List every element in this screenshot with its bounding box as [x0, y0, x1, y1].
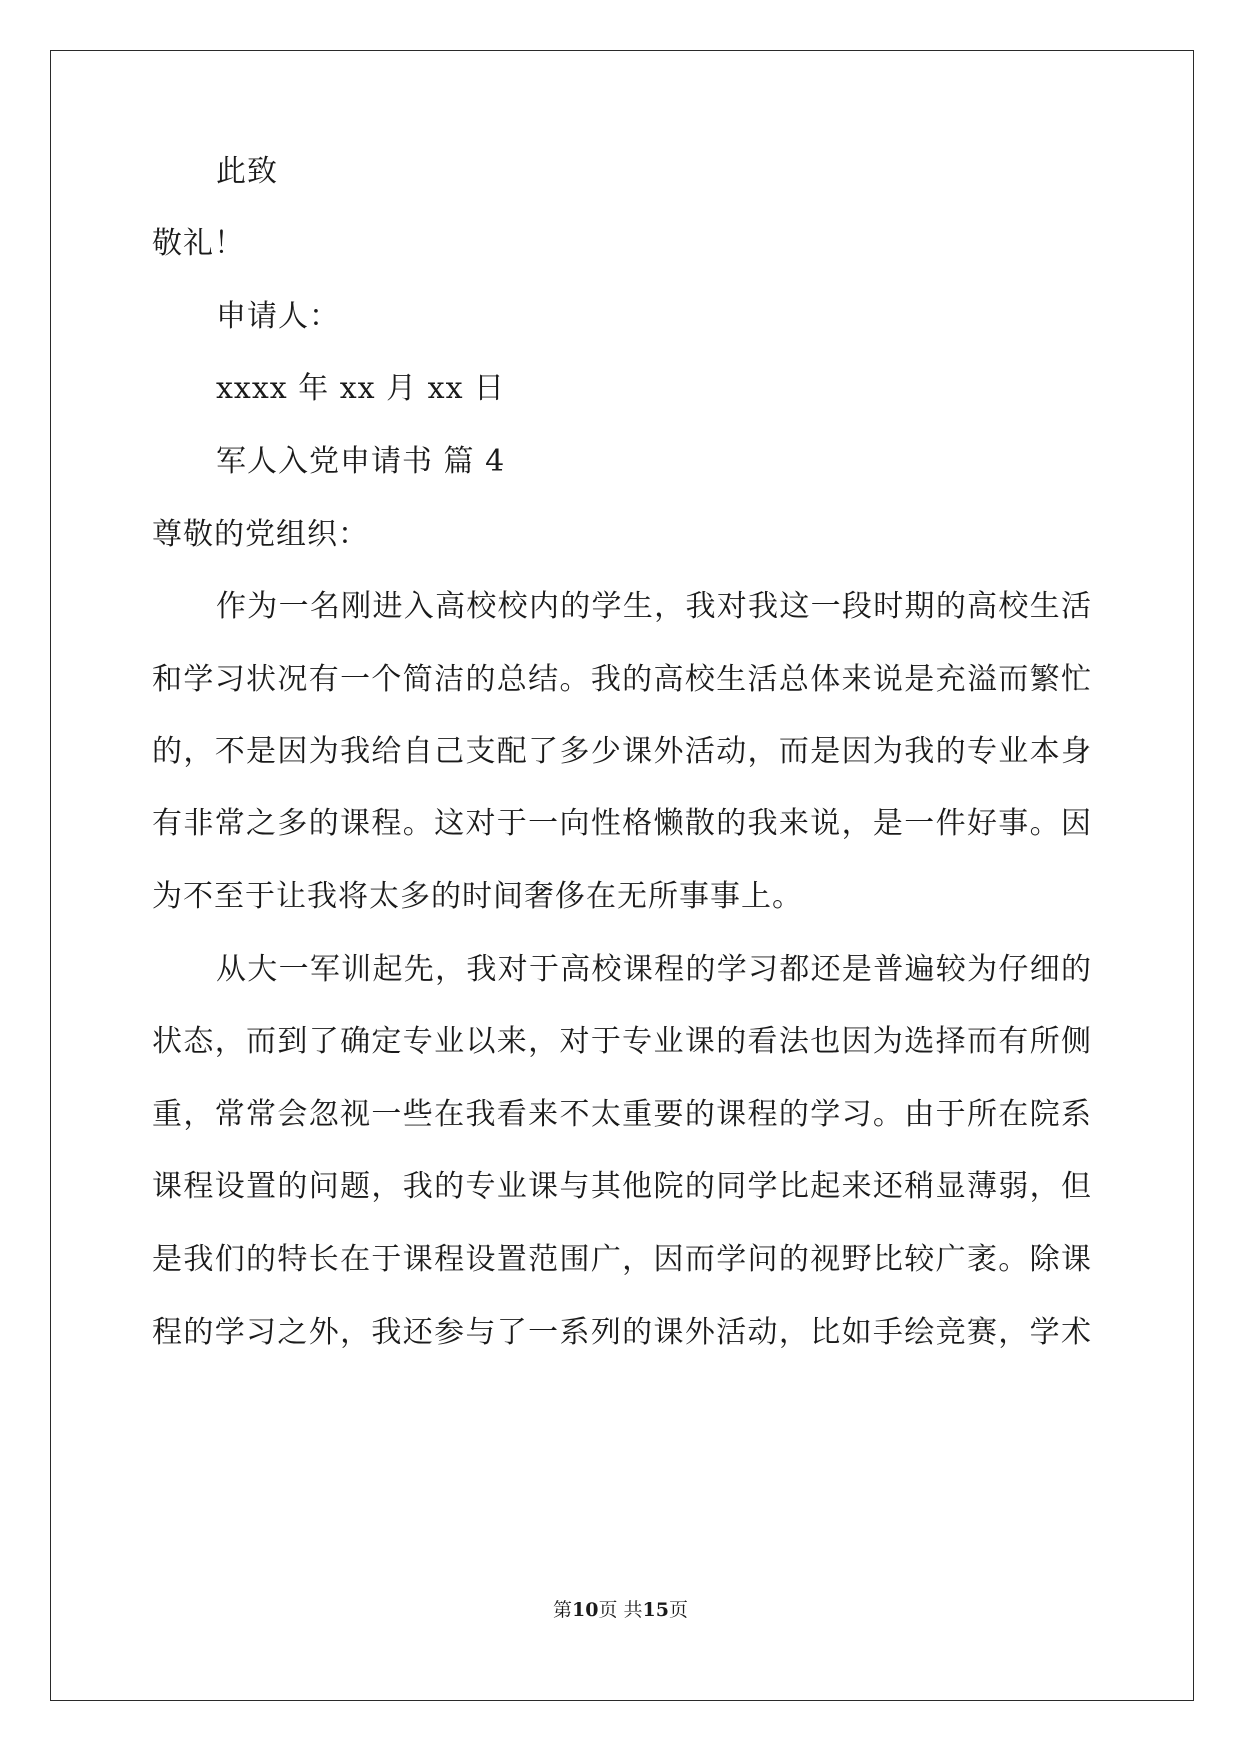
- paragraph-line: 是我们的特长在于课程设置范围广，因而学问的视野比较广袤。除课: [152, 1242, 1092, 1277]
- page-suffix: 页: [668, 1599, 688, 1621]
- paragraph-line: 的，不是因为我给自己支配了多少课外活动，而是因为我的专业本身: [152, 734, 1092, 769]
- total-page-number: 15: [642, 1599, 669, 1621]
- paragraph-line: 课程设置的问题，我的专业课与其他院的同学比起来还稍显薄弱，但: [152, 1169, 1092, 1204]
- paragraph-line: 重，常常会忽视一些在我看来不太重要的课程的学习。由于所在院系: [152, 1097, 1092, 1132]
- paragraph-line: 和学习状况有一个简洁的总结。我的高校生活总体来说是充溢而繁忙: [152, 662, 1092, 697]
- applicant-label: 申请人：: [216, 299, 340, 334]
- greeting: 尊敬的党组织：: [152, 517, 369, 552]
- paragraph-line: 程的学习之外，我还参与了一系列的课外活动，比如手绘竞赛，学术: [152, 1315, 1092, 1350]
- page-prefix: 第: [553, 1599, 573, 1621]
- paragraph-line: 为不至于让我将太多的时间奢侈在无所事事上。: [152, 879, 803, 914]
- paragraph-line: 作为一名刚进入高校校内的学生，我对我这一段时期的高校生活: [216, 589, 1092, 624]
- paragraph-line: 状态，而到了确定专业以来，对于专业课的看法也因为选择而有所侧: [152, 1024, 1092, 1059]
- page-mid: 页 共: [598, 1599, 643, 1621]
- paragraph-line: 有非常之多的课程。这对于一向性格懒散的我来说，是一件好事。因: [152, 806, 1092, 841]
- date-line: xxxx 年 xx 月 xx 日: [216, 371, 506, 406]
- closing-respect: 敬礼！: [152, 226, 245, 261]
- closing-salutation: 此致: [216, 154, 278, 189]
- paragraph-line: 从大一军训起先，我对于高校课程的学习都还是普遍较为仔细的: [216, 952, 1092, 987]
- section-heading: 军人入党申请书 篇 4: [216, 444, 506, 479]
- page-footer: [0, 1598, 1241, 1622]
- current-page-number: 10: [572, 1599, 599, 1621]
